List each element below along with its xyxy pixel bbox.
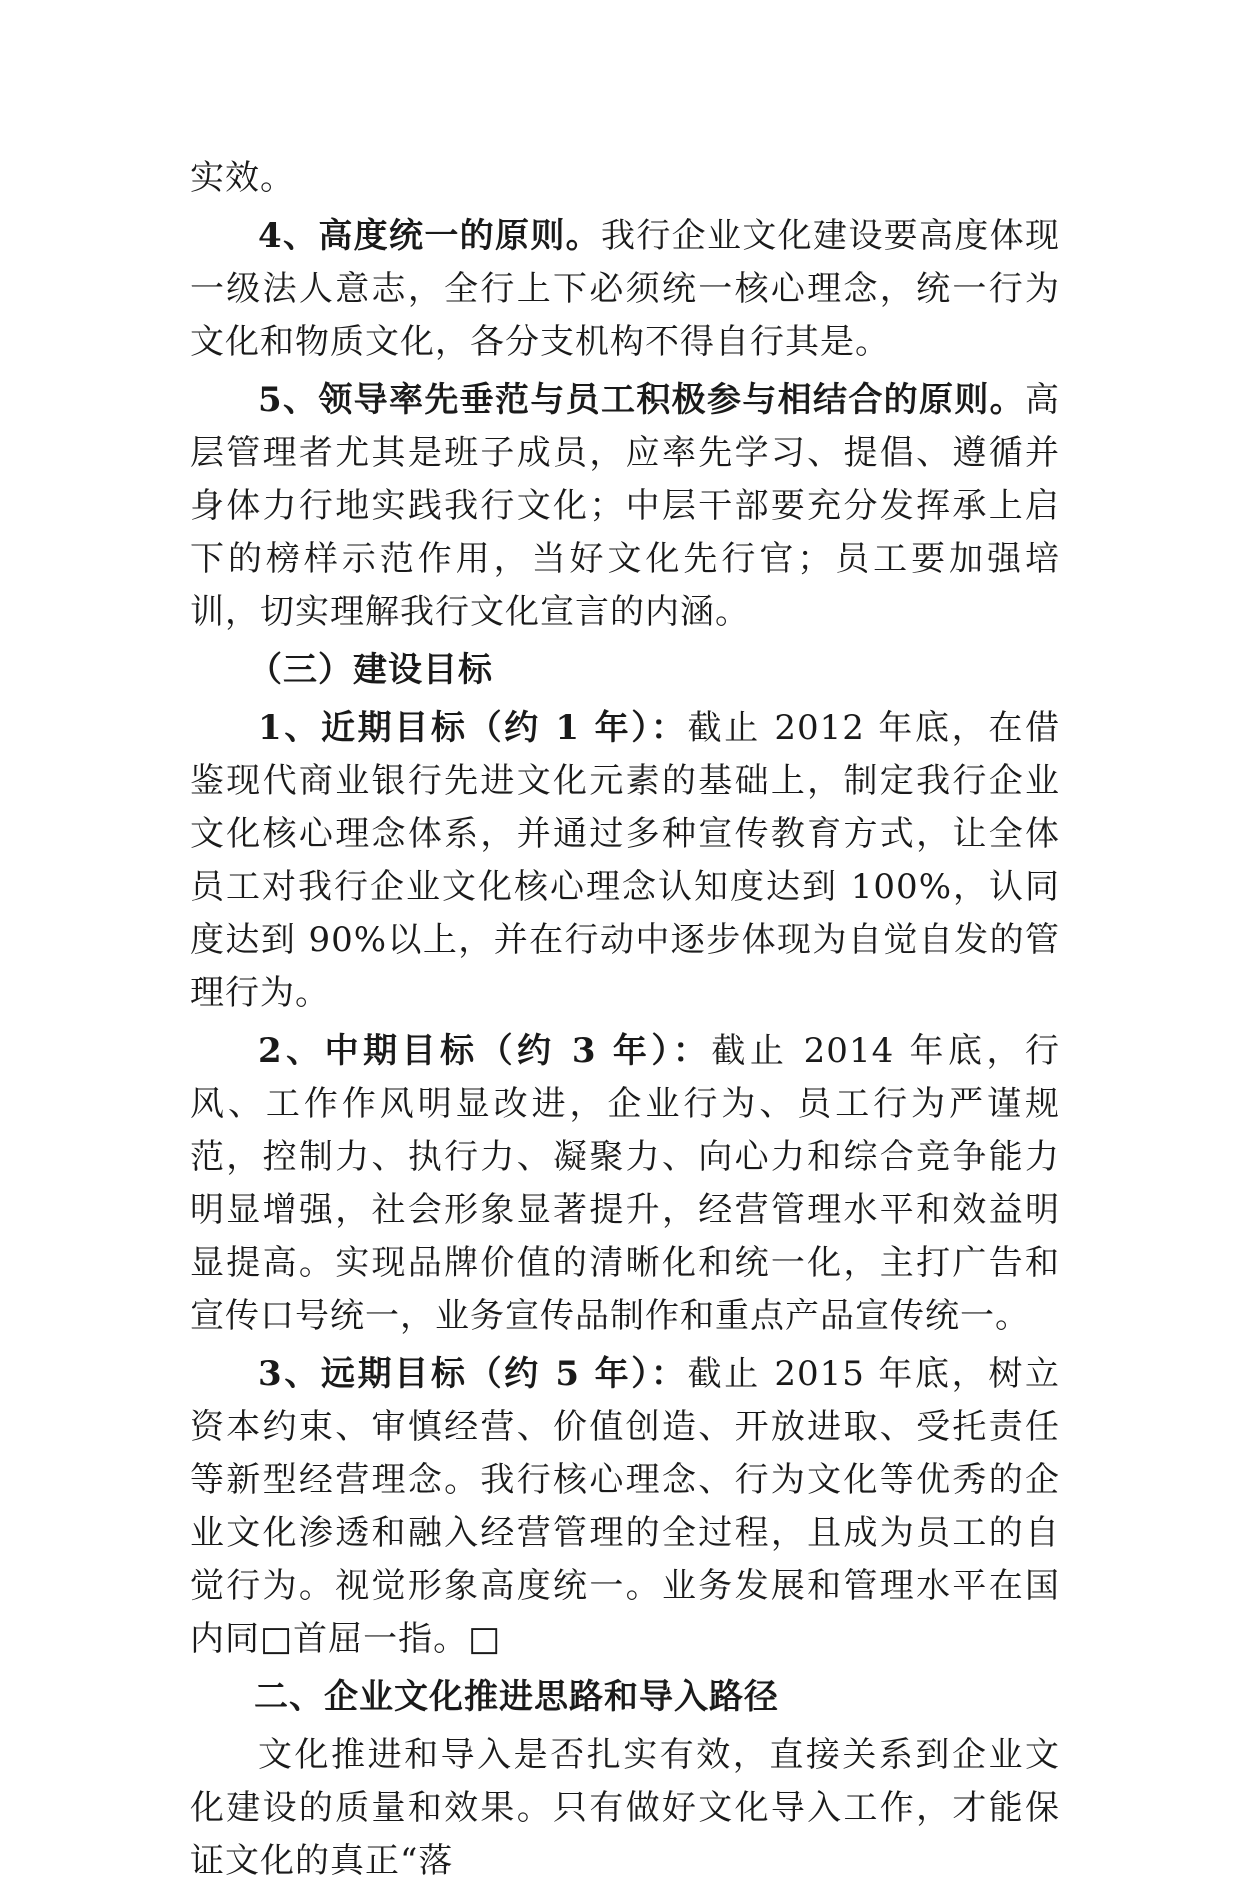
paragraph-lead: 1、近期目标（约 1 年）： <box>258 708 688 748</box>
paragraph-lead: 2、中期目标（约 3 年）： <box>258 1031 712 1071</box>
paragraph-text: 截止 2015 年底，树立资本约束、审慎经营、价值创造、开放进取、受托责任等新型经营理念。我行核心理念、行为文化等优秀的企业文化渗透和融入经营管理的全过程，且成为员工的自觉行为。视觉形象高度统一。业务发展和管理水平在国内同□首屈一指。□ <box>190 1354 1060 1659</box>
paragraph-goal-long-term <box>190 1348 1060 1666</box>
paragraph-principle-5 <box>190 374 1060 639</box>
paragraph-text: 截止 2014 年底，行风、工作作风明显改进，企业行为、员工行为严谨规范，控制力、执行力、凝聚力、向心力和综合竞争能力明显增强，社会形象显著提升，经营管理水平和效益明显提高。实现品牌价值的清晰化和统一化，主打广告和宣传口号统一，业务宣传品制作和重点产品宣传统一。 <box>190 1031 1060 1336</box>
paragraph-goal-near-term <box>190 702 1060 1020</box>
paragraph-lead: 5、领导率先垂范与员工积极参与相结合的原则。 <box>258 380 1025 420</box>
paragraph-text: 截止 2012 年底，在借鉴现代商业银行先进文化元素的基础上，制定我行企业文化核心理念体系，并通过多种宣传教育方式，让全体员工对我行企业文化核心理念认知度达到 100%，认同度达到 90%以上，并在行动中逐步体现为自觉自发的管理行为。 <box>190 708 1060 1013</box>
paragraph-lead: 4、高度统一的原则。 <box>258 216 601 256</box>
paragraph-text: 实效。 <box>190 158 295 198</box>
paragraph-approach-intro <box>190 1729 1060 1888</box>
section-heading-approach: 二、企业文化推进思路和导入路径 <box>254 1677 779 1717</box>
paragraph-continuation <box>190 152 1060 205</box>
paragraph-goal-mid-term <box>190 1025 1060 1343</box>
paragraph-principle-4 <box>190 210 1060 369</box>
paragraph-lead: 3、远期目标（约 5 年）： <box>258 1354 688 1394</box>
paragraph-text: 高层管理者尤其是班子成员，应率先学习、提倡、遵循并身体力行地实践我行文化；中层干部要充分发挥承上启下的榜样示范作用，当好文化先行官；员工要加强培训，切实理解我行文化宣言的内涵。 <box>190 380 1060 632</box>
paragraph-text: 我行企业文化建设要高度体现一级法人意志，全行上下必须统一核心理念，统一行为文化和物质文化，各分支机构不得自行其是。 <box>190 216 1060 362</box>
document-body <box>190 152 1060 1893</box>
section-heading-goals: （三）建设目标 <box>248 650 493 690</box>
paragraph-text: 文化推进和导入是否扎实有效，直接关系到企业文化建设的质量和效果。只有做好文化导入工作，才能保证文化的真正“落 <box>190 1735 1060 1881</box>
